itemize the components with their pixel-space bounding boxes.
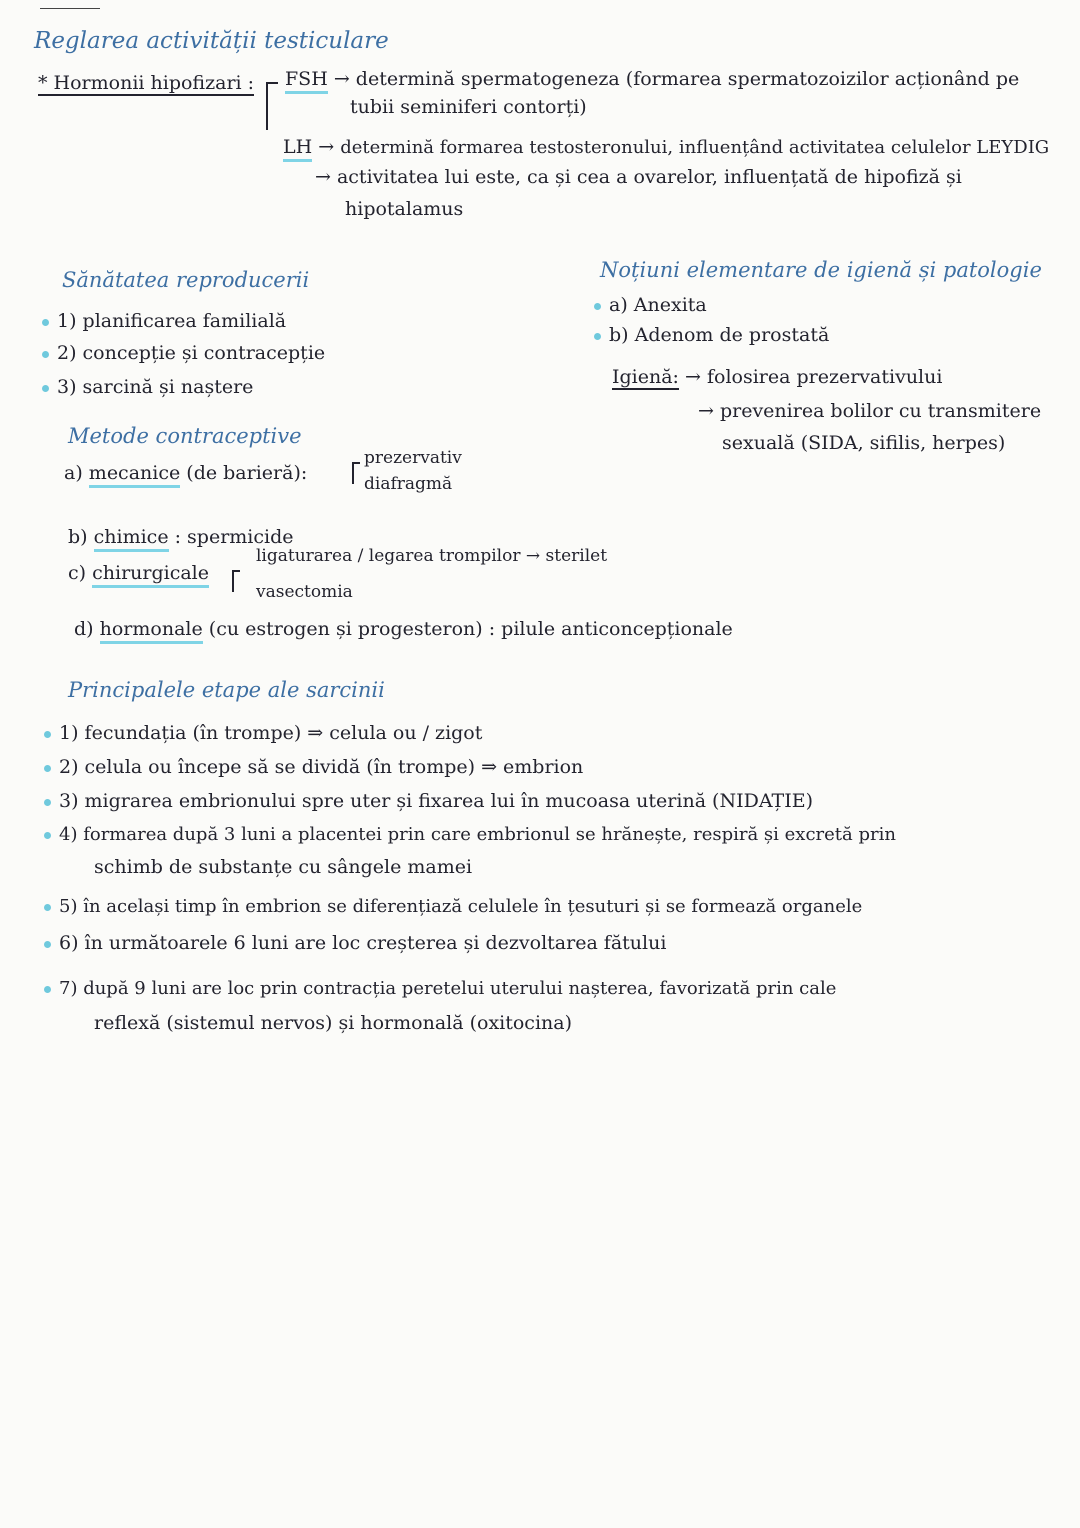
method-d-prefix: d) [74,618,94,640]
pregnancy-heading: Principalele etape ale sarcinii [68,678,385,702]
method-c-opt1: ligaturarea / legarea trompilor → sterilet [256,546,608,566]
bullet-dot [44,832,51,839]
pregnancy-item-2 [44,756,583,778]
fsh-text-2: tubii seminiferi contorți) [350,96,587,118]
pregnancy-item-text: 2) celula ou începe să se dividă (în trompe) ⇒ embrion [59,756,584,778]
hormones-label [38,72,254,94]
method-c-bracket [232,570,240,592]
pregnancy-item-6 [44,932,666,954]
igiena-text-1: → folosirea prezervativului [685,366,943,388]
repro-item-text: 2) concepție și contracepție [57,342,326,364]
method-a-bracket [352,462,360,484]
bullet-dot [42,319,49,326]
method-d [74,618,733,640]
hygiene-heading: Noțiuni elementare de igienă și patologie [600,258,1042,282]
bullet-dot [594,303,601,310]
method-b-rest: : spermicide [174,526,294,548]
bullet-dot [42,385,49,392]
hormones-bracket [266,82,278,130]
bullet-dot [44,799,51,806]
pregnancy-item-text: 5) în același timp în embrion se diferențiază celulele în țesuturi și se formează organele [59,896,863,917]
repro-item-3 [42,376,253,398]
fsh-text-1: determină spermatogeneza (formarea spermatozoizilor acționând pe [355,68,1020,90]
fsh-line-1 [285,68,1019,90]
repro-heading: Sănătatea reproducerii [62,268,310,292]
method-a-opt1: prezervativ [364,448,462,468]
method-a-opt2: diafragmă [364,474,453,494]
pregnancy-item-5 [44,896,862,917]
lh-text-2: → activitatea lui este, ca și cea a ovarelor, influențată de hipofiză și [315,166,962,188]
lh-abbr: LH [283,136,312,162]
igiena-text-2: → prevenirea bolilor cu transmitere [698,400,1042,422]
method-a [64,462,307,484]
pregnancy-item-text: 7) după 9 luni are loc prin contracția peretelui uterului nașterea, favorizată prin cale [59,978,837,999]
pregnancy-item-7 [44,978,836,999]
igiena-text-3: sexuală (SIDA, sifilis, herpes) [722,432,1006,454]
repro-item-text: 1) planificarea familială [57,310,287,332]
method-c-opt2: vasectomia [256,582,353,602]
bullet-dot [44,986,51,993]
hygiene-item-text: a) Anexita [609,294,707,316]
bullet-dot [42,351,49,358]
method-d-word: hormonale [100,618,203,644]
bullet-dot [44,731,51,738]
bullet-dot [44,765,51,772]
lh-arrow: → [318,136,335,158]
method-c-prefix: c) [68,562,87,584]
fsh-arrow: → [333,68,350,90]
hygiene-item-text: b) Adenom de prostată [609,324,830,346]
lh-line-1 [283,136,1049,158]
pregnancy-item-1 [44,722,482,744]
method-c [68,562,209,584]
method-c-word: chirurgicale [92,562,209,588]
method-a-rest: (de barieră): [186,462,308,484]
pregnancy-item-3 [44,790,813,812]
lh-text-3: hipotalamus [345,198,464,220]
repro-item-2 [42,342,325,364]
pregnancy-item-4-cont: schimb de substanțe cu sângele mamei [94,856,473,878]
method-b-word: chimice [94,526,169,552]
method-a-prefix: a) [64,462,83,484]
pregnancy-item-7-cont: reflexă (sistemul nervos) și hormonală (oxitocina) [94,1012,573,1034]
fsh-abbr: FSH [285,68,328,94]
pregnancy-item-text: 6) în următoarele 6 luni are loc creșterea și dezvoltarea fătului [59,932,667,954]
method-d-rest: (cu estrogen și progesteron) : pilule anticoncepționale [208,618,733,640]
bullet-dot [44,941,51,948]
pregnancy-item-text: 1) fecundația (în trompe) ⇒ celula ou / zigot [59,722,483,744]
pregnancy-item-text: 4) formarea după 3 luni a placentei prin care embrionul se hrănește, respiră și excretă prin [59,824,896,845]
hygiene-item-2 [594,324,829,346]
method-b-prefix: b) [68,526,88,548]
hygiene-item-1 [594,294,707,316]
repro-item-text: 3) sarcină și naștere [57,376,254,398]
pregnancy-item-text: 3) migrarea embrionului spre uter și fixarea lui în mucoasa uterină (NIDAȚIE) [59,790,813,812]
contraceptive-heading: Metode contraceptive [68,424,302,448]
pregnancy-item-4 [44,824,896,845]
page-corner-mark [40,8,100,9]
bullet-dot [594,333,601,340]
method-a-word: mecanice [89,462,180,488]
lh-text-1: determină formarea testosteronului, influențând activitatea celulelor LEYDIG [340,137,1050,158]
igiena-label: Igienă: [612,366,679,388]
hormones-label-text: * Hormonii hipofizari : [38,72,255,94]
method-b [68,526,294,548]
bullet-dot [44,904,51,911]
repro-item-1 [42,310,286,332]
page-title: Reglarea activității testiculare [34,28,389,54]
igiena-line-1 [612,366,942,388]
